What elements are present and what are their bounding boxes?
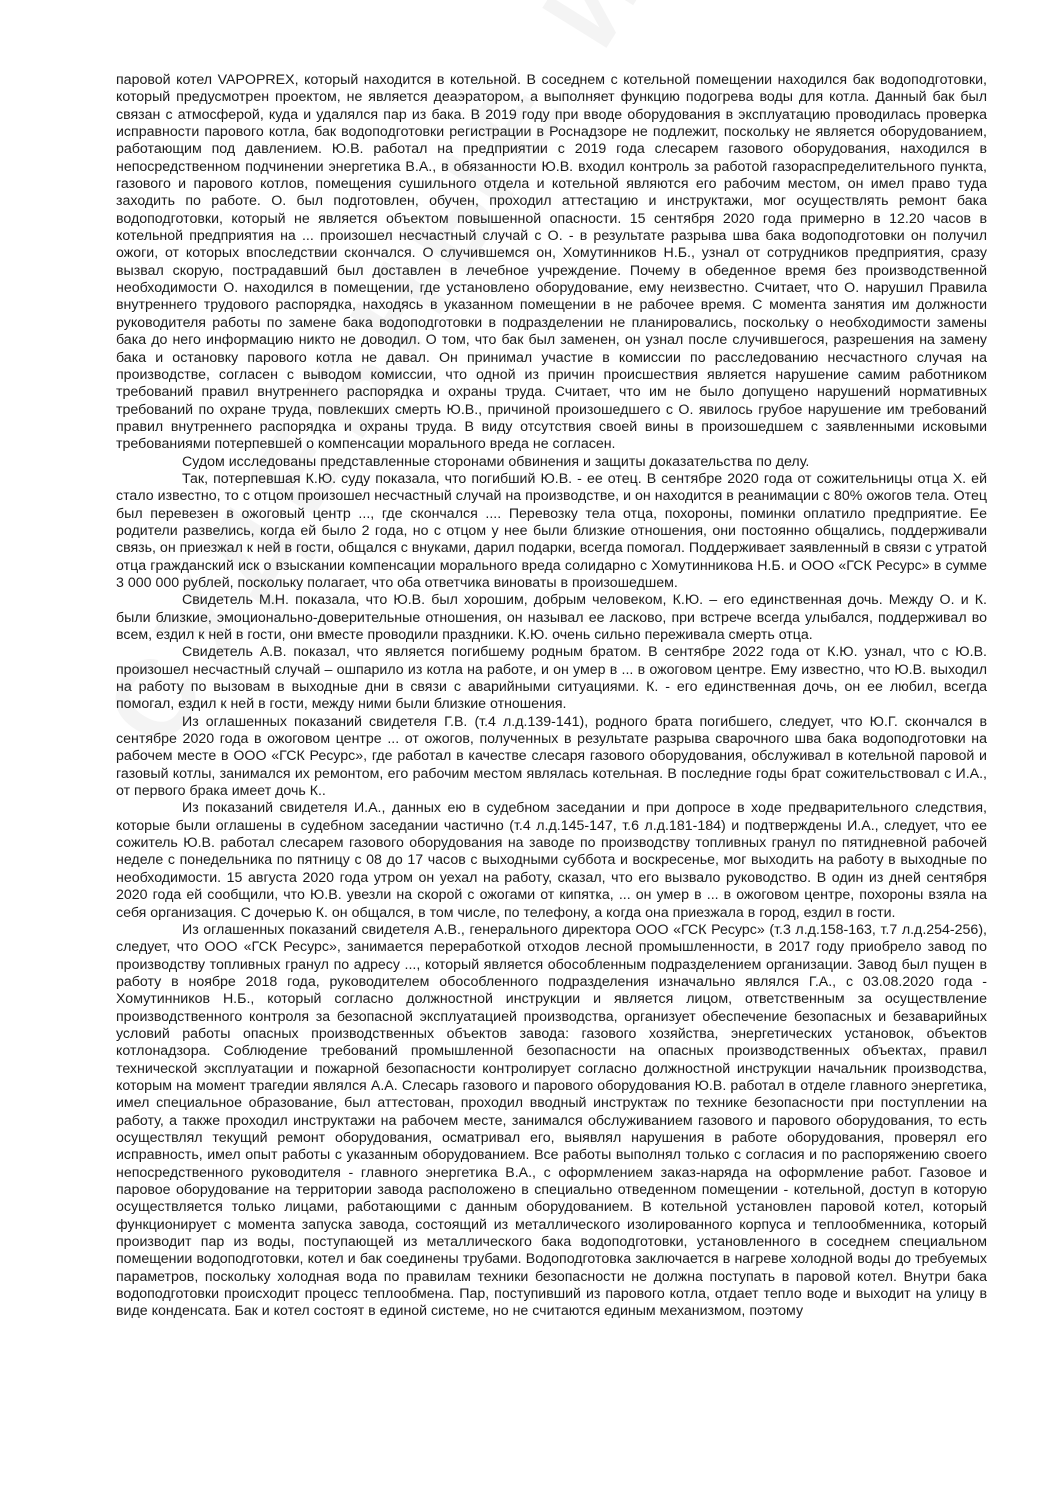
document-body [116,72,987,1321]
paragraph-victim-testimony: Так, потерпевшая К.Ю. суду показала, что погибший Ю.В. - ее отец. В сентябре 2020 года от сожительницы отца Х. ей стало известно, то с отцом произошел несчастный случай на производстве, и он находится в реанимации с 80% ожогов тела. Отец был перевезен в ожоговый центр ..., где скончался .... Перевозку тела отца, похороны, поминки оплатило предприятие. Ее родители развелись, когда ей было 2 года, но с отцом у нее были близкие отношения, они постоянно общались, поддерживали связь, он приезжал к ней в гости, общался с внуками, дарил подарки, всегда помогал. Поддерживает заявленный в связи с утратой отца гражданский иск о взыскании компенсации морального вреда солидарно с Хомутинникова Н.Б. и ООО «ГСК Ресурс» в сумме 3 000 000 рублей, поскольку полагает, что оба ответчика виноваты в произошедшем. [116,470,987,591]
paragraph-court-examined: Судом исследованы представленные сторонами обвинения и защиты доказательства по делу. [182,453,810,470]
paragraph-witness-mn: Свидетель М.Н. показала, что Ю.В. был хорошим, добрым человеком, К.Ю. – его единственная дочь. Между О. и К. были близкие, эмоционально-доверительные отношения, он называл ее ласково, при встрече всегда улыбался, поддерживал во всем, ездил к ней в гости, они вместе проводили праздники. К.Ю. очень сильно переживала смерть отца. [116,592,987,643]
paragraph-witness-av-director: Из оглашенных показаний свидетеля А.В., генерального директора ООО «ГСК Ресурс» (т.3 л.д.158-163, т.7 л.д.254-256), следует, что ООО «ГСК Ресурс», занимается переработкой отходов лесной промышленности, в 2017 году приобрело завод по производству топливных гранул по адресу ..., который является обособленным подразделением организации. Завод был пущен в работу в ноябре 2018 года, руководителем обособленного подразделения изначально являлся Г.А., с 03.08.2020 года - Хомутинников Н.Б., который согласно должностной инструкции и является лицом, ответственным за осуществление производственного контроля за безопасной эксплуатацией производства, организует обеспечение безопасных и безаварийных условий работы опасных производственных объектов завода: газового хозяйства, энергетических установок, объектов котлонадзора. Соблюдение требований промышленной безопасности на опасных производственных объектах, правил технической эксплуатации и пожарной безопасности контролирует согласно должностной инструкции начальник производства, которым на момент трагедии являлся А.А. Слесарь газового и парового оборудования Ю.В. работал в отделе главного энергетика, имел специальное образование, был аттестован, проходил вводный инструктаж по технике безопасности при поступлении на работу, а также проходил инструктажи на рабочем месте, занимался обслуживанием газового и парового оборудования, то есть осуществлял текущий ремонт оборудования, осматривал его, выявлял нарушения в работе оборудования, проверял его исправность, имел опыт работы с указанным оборудованием. Все работы выполнял только с согласия и по распоряжению своего непосредственного руководителя - главного энергетика В.А., с оформлением заказ-наряда на оформление работ. Газовое и паровое оборудование на территории завода расположено в специально отведенном помещении - котельной, доступ в которую осуществляется только лицами, работающими с данным оборудованием. В котельной установлен паровой котел, который функционирует с момента запуска завода, состоящий из металлического изолированного корпуса и теплообменника, который производит пар из воды, поступающей из металлического бака водоподготовки, установленного в соседнем специальном помещении водоподготовки, котел и бак соединены трубами. Водоподготовка заключается в нагреве холодной воды до требуемых параметров, поскольку холодная вода по правилам техники безопасности не должна поступать в паровой котел. Внутри бака водоподготовки происходит процесс теплообмена. Пар, поступивший из парового котла, отдает тепло воде и выходит на улицу в виде конденсата. Бак и котел состоят в единой системе, но не считаются единым механизмом, поэтому [116,921,987,1320]
paragraph-witness-gv: Из оглашенных показаний свидетеля Г.В. (т.4 л.д.139-141), родного брата погибшего, следует, что Ю.Г. скончался в сентябре 2020 года в ожоговом центре ... от ожогов, полученных в результате разрыва сварочного шва бака водоподготовки на рабочем месте в ООО «ГСК Ресурс», где работал в качестве слесаря газового оборудования, обслуживал в котельной паровой и газовый котлы, занимался их ремонтом, его рабочим местом являлась котельная. В последние годы брат сожительствовал с И.А., от первого брака имеет дочь К.. [116,713,987,800]
paragraph-witness-av-brother: Свидетель А.В. показал, что является погибшему родным братом. В сентябре 2022 года от К.Ю. узнал, что с Ю.В. произошел несчастный случай – ошпарило из котла на работе, и он умер в ... в ожоговом центре. Ему известно, что Ю.В. выходил на работу по вызовам в выходные дни в связи с аварийными ситуациями. К. - его единственная дочь, он ее любил, всегда помогал, ездил к ней в гости, между ними были близкие отношения. [116,644,987,713]
paragraph-witness-ia: Из показаний свидетеля И.А., данных ею в судебном заседании и при допросе в ходе предварительного следствия, которые были оглашены в судебном заседании частично (т.4 л.д.145-147, т.6 л.д.181-184) и подтверждены И.А., следует, что ее сожитель Ю.В. работал слесарем газового оборудования на заводе по производству топливных гранул по пятидневной рабочей неделе с понедельника по пятницу с 08 до 17 часов с выходными суббота и воскресенье, мог выходить на работу в выходные по необходимости. 15 августа 2020 года утром он уехал на работу, сказал, что его вызвало руководство. В один из дней сентября 2020 года ей сообщили, что Ю.В. увезли на скорой с ожогами от кипятка, ... он умер в ... в ожоговом центре, похороны взяла на себя организация. С дочерью К. он общался, в том числе, по телефону, а когда она приезжала в город, ездил в гости. [116,800,987,921]
paragraph-defendant-testimony: паровой котел VAPOPREX, который находится в котельной. В соседнем с котельной помещении находился бак водоподготовки, который предусмотрен проектом, не является деаэратором, а выполняет функцию подогрева воды для котла. Данный бак был связан с атмосферой, куда и удалялся пар из бака. В 2019 году при вводе оборудования в эксплуатацию проводилась проверка исправности парового котла, бак водоподготовки регистрации в Роснадзоре не подлежит, поскольку не является оборудованием, работающим под давлением. Ю.В. работал на предприятии с 2019 года слесарем газового оборудования, находился в непосредственном подчинении энергетика В.А., в обязанности Ю.В. входил контроль за работой газораспределительного пункта, газового и парового котлов, помещения сушильного отдела и котельной являются его рабочим местом, он имел право туда заходить по работе. О. был подготовлен, обучен, проходил аттестацию и инструктажи, мог осуществлять ремонт бака водоподготовки, который не является объектом повышенной опасности. 15 сентября 2020 года примерно в 12.20 часов в котельной предприятия на ... произошел несчастный случай с О. - в результате разрыва шва бака водоподготовки он получил ожоги, от которых впоследствии скончался. О случившемся он, Хомутинников Н.Б., узнал от сотрудников предприятия, сразу вызвал скорую, пострадавший был доставлен в лечебное учреждение. Почему в обеденное время без производственной необходимости О. находился в помещении, где установлено оборудование, ему неизвестно. Считает, что О. нарушил Правила внутреннего трудового распорядка, находясь в указанном помещении в не рабочее время. С момента занятия им должности руководителя работы по замене бака водоподготовки в подразделении не планировались, поскольку о необходимости замены бака до него информацию никто не доводил. О том, что бак был заменен, он узнал после случившегося, разрешения на замену бака и остановку парового котла не давал. Он принимал участие в комиссии по расследованию несчастного случая на производстве, согласен с выводом комиссии, что одной из причин происшествия является нарушение самим работником требований правил внутреннего распорядка и охраны труда. Считает, что им не было допущено нарушений нормативных требований по охране труда, повлекших смерть Ю.В., причиной произошедшего с О. явилось грубое нарушение им требований правил внутреннего распорядка и охраны труда. В виду отсутствия своей вины в произошедшем с заявленными исковыми требованиями потерпевшей о компенсации морального вреда не согласен. [116,72,987,453]
